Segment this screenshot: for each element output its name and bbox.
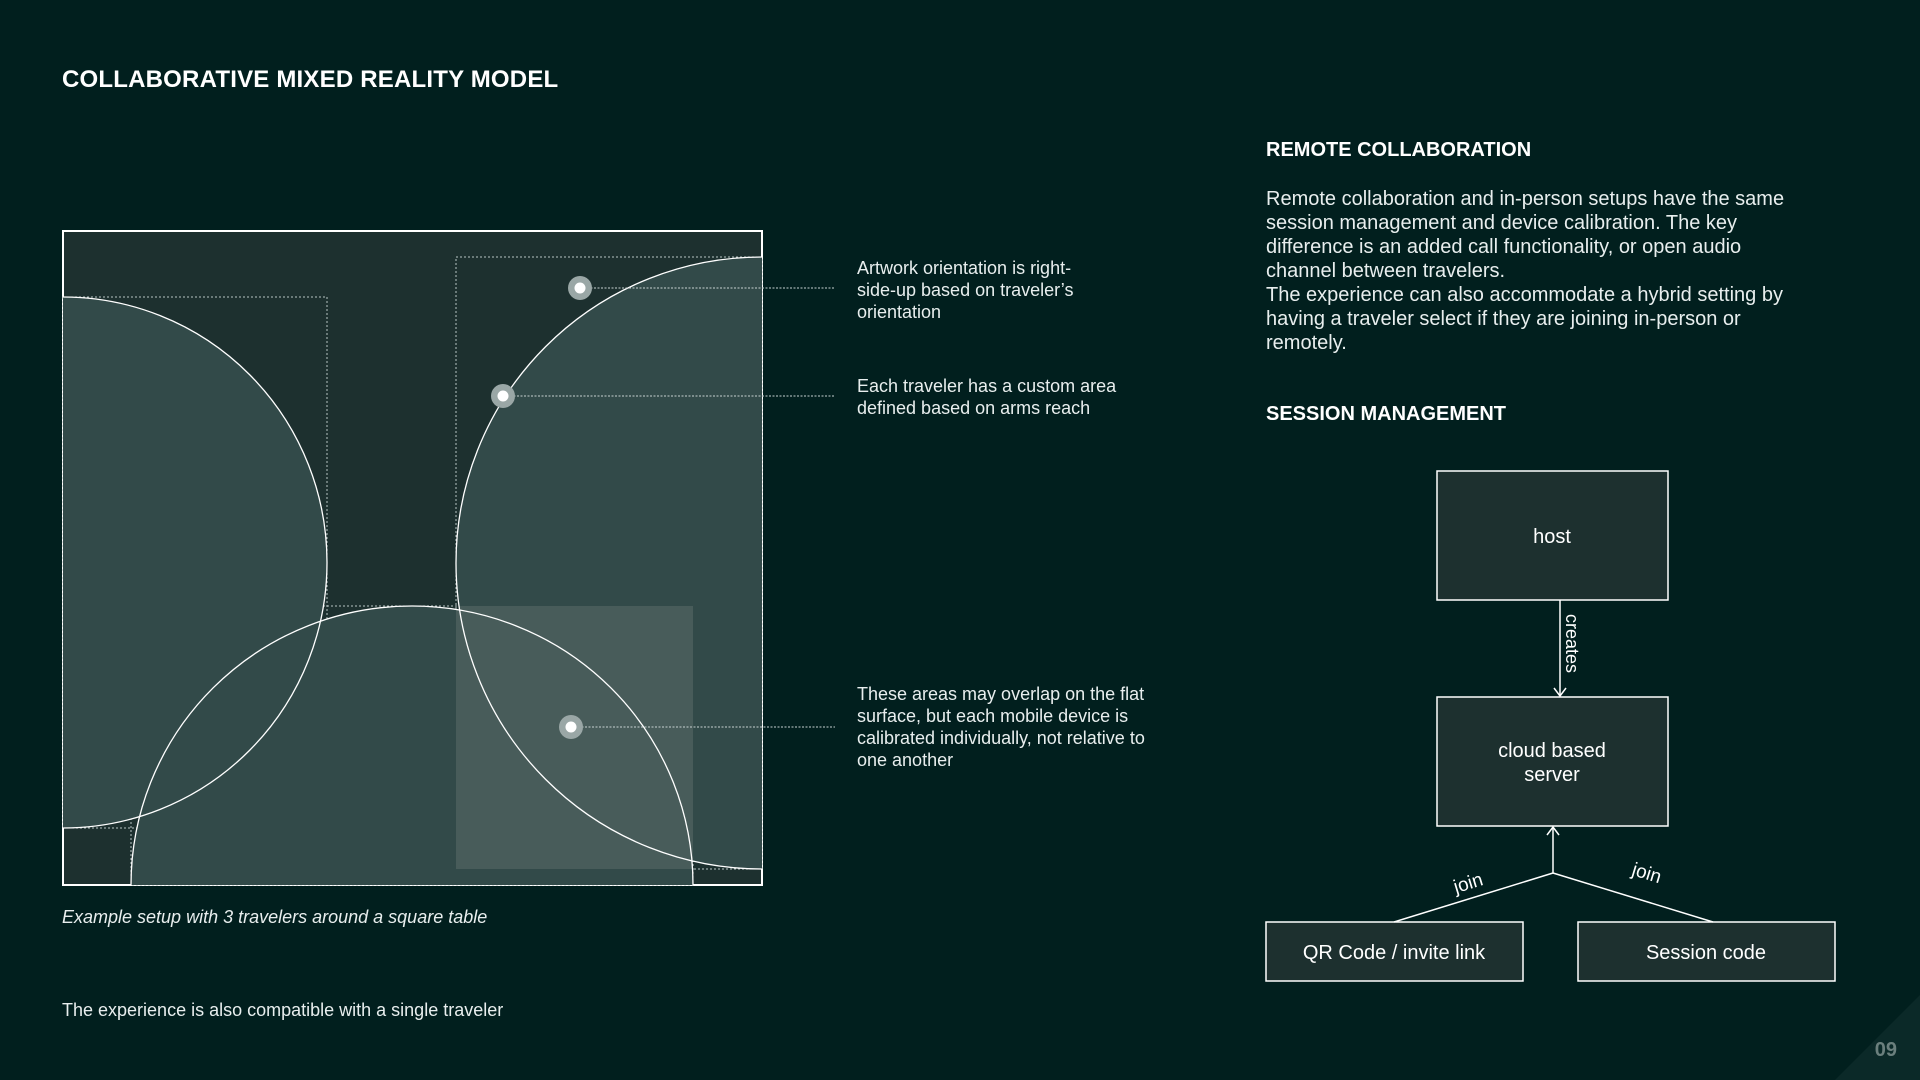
node-host-label: host	[1533, 526, 1571, 548]
annotation-line: side-up based on traveler’s	[857, 280, 1074, 300]
session-management-heading: SESSION MANAGEMENT	[1266, 403, 1507, 425]
body-line: remotely.	[1266, 332, 1347, 354]
annotation-line: Artwork orientation is right-	[857, 258, 1072, 278]
body-line: having a traveler select if they are joining in-person or	[1266, 308, 1741, 330]
annotation-line: calibrated individually, not relative to	[857, 728, 1145, 748]
remote-collaboration-body	[1266, 187, 1784, 355]
edge-join-left-label: join	[1451, 869, 1486, 899]
corner-decoration	[1835, 995, 1920, 1080]
footer-note: The experience is also compatible with a single traveler	[62, 1000, 504, 1020]
node-session-code-label: Session code	[1645, 942, 1767, 964]
marker-2	[491, 384, 515, 408]
annotation-line: one another	[857, 750, 954, 770]
body-line: Remote collaboration and in-person setups have the same	[1266, 188, 1785, 210]
edge-join-right-label: join	[1629, 859, 1664, 889]
annotation-orientation	[857, 257, 1073, 323]
annotation-line: These areas may overlap on the flat	[857, 684, 1145, 704]
flow-diagram	[1266, 471, 1835, 981]
edge-creates-label: creates	[1562, 614, 1582, 674]
body-line: session management and device calibration. The key	[1266, 212, 1738, 234]
annotation-line: defined based on arms reach	[857, 398, 1091, 418]
page-number: 09	[1874, 1039, 1897, 1061]
marker-1	[568, 276, 592, 300]
annotation-line: surface, but each mobile device is	[857, 706, 1129, 726]
annotation-custom-area	[857, 375, 1116, 419]
diagram-caption: Example setup with 3 travelers around a square table	[62, 907, 488, 927]
node-server-label-line2: server	[1524, 764, 1580, 786]
body-line: The experience can also accommodate a hybrid setting by	[1266, 284, 1783, 306]
marker-3	[559, 715, 583, 739]
page-title: COLLABORATIVE MIXED REALITY MODEL	[62, 66, 559, 93]
body-line: difference is an added call functionality, or open audio	[1266, 236, 1742, 258]
body-line: channel between travelers.	[1266, 260, 1506, 282]
node-server-label-line1: cloud based	[1498, 740, 1606, 762]
annotation-overlap	[857, 683, 1145, 771]
node-qr-code-label: QR Code / invite link	[1302, 942, 1486, 964]
annotation-line: orientation	[857, 302, 942, 322]
annotation-line: Each traveler has a custom area	[857, 376, 1117, 396]
remote-collaboration-heading: REMOTE COLLABORATION	[1266, 139, 1532, 161]
